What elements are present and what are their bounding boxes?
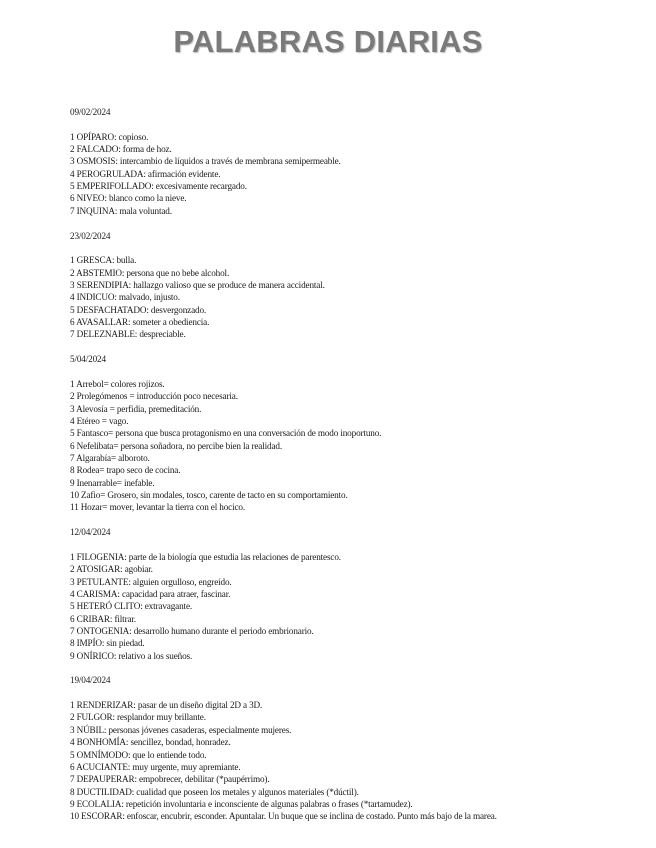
word-entry: 1 OPÍPARO: copioso.: [70, 131, 149, 142]
word-entry: 5 EMPERIFOLLADO: excesivamente recargado.: [70, 181, 247, 192]
word-entry: 9 ONÍRICO: relativo a los sueños.: [70, 650, 193, 661]
word-entry: 4 Etéreo = vago.: [70, 415, 129, 426]
section-19-04-2024: [70, 674, 610, 822]
word-entry: 1 RENDERIZAR: pasar de un diseño digital 2D a 3D.: [70, 700, 263, 711]
section-date: 09/02/2024: [70, 107, 111, 117]
section-23-02-2024: [70, 230, 610, 341]
word-entry: 3 Alevosía = perfidia, premeditación.: [70, 403, 202, 414]
word-entry: 7 DEPAUPERAR: empobrecer, debilitar (*paupérrimo).: [70, 774, 270, 785]
word-entry: 1 GRESCA: bulla.: [70, 255, 137, 266]
word-entry: 3 PETULANTE: alguien orgulloso, engreído.: [70, 576, 232, 587]
word-entry: 6 CRIBAR: filtrar.: [70, 613, 136, 624]
word-entry: 2 Prolegómenos = introducción poco necesaria.: [70, 391, 238, 402]
word-entry: 8 IMPÍO: sin piedad.: [70, 638, 145, 649]
word-entry: 4 INDICUO: malvado, injusto.: [70, 292, 180, 303]
section-date: 5/04/2024: [70, 354, 106, 365]
section-date: 19/04/2024: [70, 675, 111, 686]
document-body: [70, 106, 610, 835]
word-entry: 8 Rodea= trapo seco de cocina.: [70, 465, 181, 476]
word-entry: 7 INQUINA: mala voluntad.: [70, 205, 172, 216]
section-09-02-2024: [70, 106, 610, 217]
word-entry: 5 Fantasco= persona que busca protagonismo en una conversación de modo inoportuno.: [70, 428, 382, 439]
word-entry: 2 ABSTEMIO: persona que no bebe alcohol.: [70, 267, 230, 278]
word-entry: 4 BONHOMÍA: sencillez, bondad, honradez.: [70, 737, 231, 748]
word-entry: 7 ONTOGENIA: desarrollo humano durante el periodo embrionario.: [70, 625, 314, 636]
word-entry: 4 PEROGRULADA: afirmación evidente.: [70, 168, 221, 179]
word-entry: 2 ATOSIGAR: agobiar.: [70, 564, 153, 575]
word-entry: 8 DUCTILIDAD: cualidad que poseen los metales y algunos materiales (*dúctil).: [70, 786, 359, 797]
word-entry: 5 DESFACHATADO: desvergonzado.: [70, 304, 207, 315]
word-entry: 11 Hozar= mover, levantar la tierra con el hocico.: [70, 502, 246, 513]
word-entry: 3 OSMOSIS: intercambio de líquidos a través de membrana semipermeable.: [70, 156, 341, 167]
word-entry: 1 FILOGENIA: parte de la biología que estudia las relaciones de parentesco.: [70, 551, 341, 562]
word-entry: 7 Algarabía= alboroto.: [70, 452, 150, 463]
word-entry: 6 ACUCIANTE: muy urgente, muy apremiante.: [70, 761, 241, 772]
word-entry: 10 ESCORAR: enfoscar, encubrir, esconder. Apuntalar. Un buque que se inclina de costado. Punto más bajo de la marea.: [70, 811, 497, 822]
word-entry: 3 SERENDIPIA: hallazgo valioso que se produce de manera accidental.: [70, 279, 325, 290]
word-entry: 4 CARISMA: capacidad para atraer, fascinar.: [70, 588, 231, 599]
word-entry: 10 Zafio= Grosero, sin modales, tosco, carente de tacto en su comportamiento.: [70, 489, 348, 500]
word-entry: 3 NÚBIL: personas jóvenes casaderas, especialmente mujeres.: [70, 724, 292, 735]
word-entry: 5 HETERÓ CLITO: extravagante.: [70, 601, 193, 612]
word-entry: 2 FULGOR: resplandor muy brillante.: [70, 712, 206, 723]
section-12-04-2024: [70, 526, 610, 662]
section-date: 12/04/2024: [70, 527, 111, 538]
word-entry: 6 NIVEO: blanco como la nieve.: [70, 193, 187, 204]
word-entry: 2 FALCADO: forma de hoz.: [70, 144, 172, 155]
word-entry: 1 Arrebol= colores rojizos.: [70, 378, 165, 389]
word-entry: 9 ECOLALIA: repetición involuntaria e inconsciente de algunas palabras o frases (*tartamudez).: [70, 798, 413, 809]
word-entry: 6 Nefelibata= persona soñadora, no percibe bien la realidad.: [70, 440, 282, 451]
word-entry: 9 Inenarrable= inefable.: [70, 477, 155, 488]
word-entry: 7 DELEZNABLE: despreciable.: [70, 329, 186, 340]
word-entry: 6 AVASALLAR: someter a obediencia.: [70, 317, 210, 327]
section-5-04-2024: [70, 353, 610, 513]
section-date: 23/02/2024: [70, 230, 111, 241]
page-title: PALABRAS DIARIAS: [173, 24, 483, 59]
word-entry: 5 OMNÍMODO: que lo entiende todo.: [70, 749, 207, 760]
